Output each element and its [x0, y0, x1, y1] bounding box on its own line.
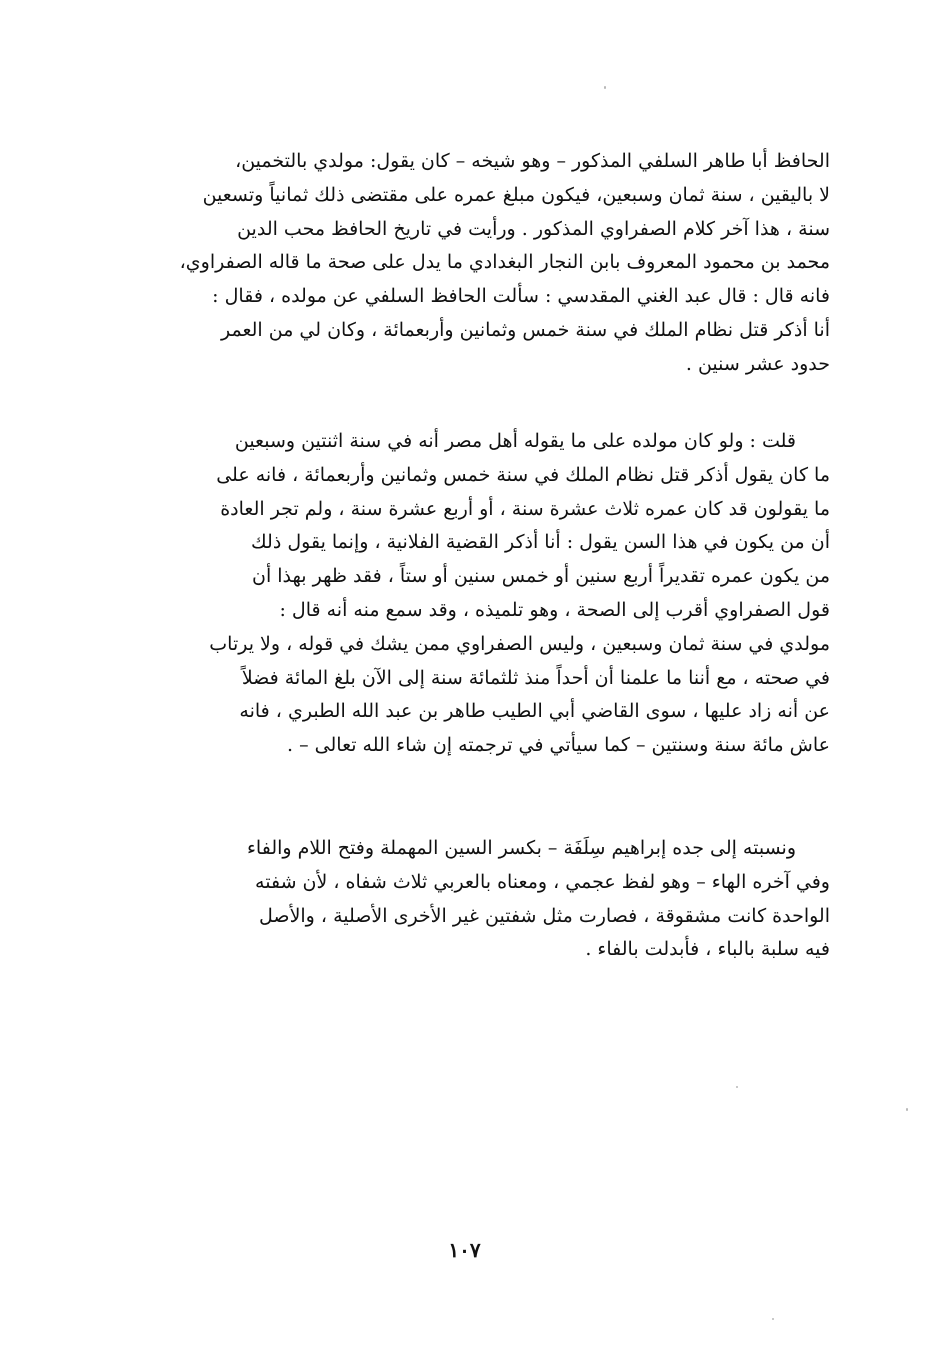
text-line: أنا أذكر قتل نظام الملك في سنة خمس وثمانين وأربعمائة ، وكان لي من العمر	[221, 318, 830, 341]
paragraph-2	[128, 425, 830, 763]
text-line: فانه قال : قال عبد الغني المقدسي : سألت الحافظ السلفي عن مولده ، فقال :	[212, 285, 830, 308]
paragraph-3	[128, 832, 830, 967]
paragraph-1	[128, 145, 830, 382]
text-line: حدود عشر سنين .	[685, 352, 830, 375]
text-line: محمد بن محمود المعروف بابن النجار البغدادي ما يدل على صحة ما قاله الصفراوي،	[179, 251, 830, 274]
scan-speck	[604, 86, 606, 89]
text-line: الواحدة كانت مشقوقة ، فصارت مثل شفتين غير الأخرى الأصلية ، والأصل	[259, 904, 830, 927]
text-line: قلت : ولو كان مولده على ما يقوله أهل مصر أنه في سنة اثنتين وسبعين	[234, 430, 796, 452]
text-line: لا باليقين ، سنة ثمان وسبعين، فيكون مبلغ عمره على مقتضى ذلك ثمانياً وتسعين	[202, 183, 830, 206]
text-line: الحافظ أبا طاهر السلفي المذكور – وهو شيخه – كان يقول: مولدي بالتخمين،	[235, 150, 830, 172]
scan-speck	[772, 1318, 774, 1320]
text-line: مولدي في سنة ثمان وسبعين ، وليس الصفراوي ممن يشك في قوله ، ولا يرتاب	[209, 632, 830, 655]
text-line: وفي آخره الهاء – وهو لفظ عجمي ، ومعناه بالعربي ثلاث شفاه ، لأن شفته	[255, 870, 830, 893]
text-line: أن من يكون في هذا السن يقول : أنا أذكر القضية الفلانية ، وإنما يقول ذلك	[251, 531, 830, 554]
text-line: ما يقولون قد كان عمره ثلاث عشرة سنة ، أو أربع عشرة سنة ، ولم تجر العادة	[220, 497, 830, 520]
text-line: عن أنه زاد عليها ، سوى القاضي أبي الطيب طاهر بن عبد الله الطبري ، فانه	[239, 700, 830, 723]
text-line: سنة ، هذا آخر كلام الصفراوي المذكور . ورأيت في تاريخ الحافظ محب الدين	[237, 217, 830, 240]
text-line: ونسبته إلى جده إبراهيم سِلَفَة – بكسر السين المهملة وفتح اللام والفاء	[246, 837, 796, 859]
text-line: من يكون عمره تقديراً أربع سنين أو خمس سنين أو ستاً ، فقد ظهر بهذا أن	[251, 565, 830, 588]
scan-speck	[906, 1108, 908, 1111]
scan-speck	[736, 1086, 738, 1088]
text-line: فيه سلبة بالباء ، فأبدلت بالفاء .	[585, 938, 830, 961]
text-line: ما كان يقول أذكر قتل نظام الملك في سنة خمس وثمانين وأربعمائة ، فانه على	[216, 463, 830, 486]
page-number: ١٠٧	[448, 1238, 481, 1262]
text-line: قول الصفراوي أقرب إلى الصحة ، وهو تلميذه ، وقد سمع منه أنه قال :	[279, 598, 830, 621]
text-line: في صحته ، مع أننا ما علمنا أن أحداً منذ ثلثمائة سنة إلى الآن بلغ المائة فضلاً	[241, 666, 830, 689]
text-line: عاش مائة سنة وسنتين – كما سيأتي في ترجمته إن شاء الله تعالى – .	[287, 734, 830, 757]
